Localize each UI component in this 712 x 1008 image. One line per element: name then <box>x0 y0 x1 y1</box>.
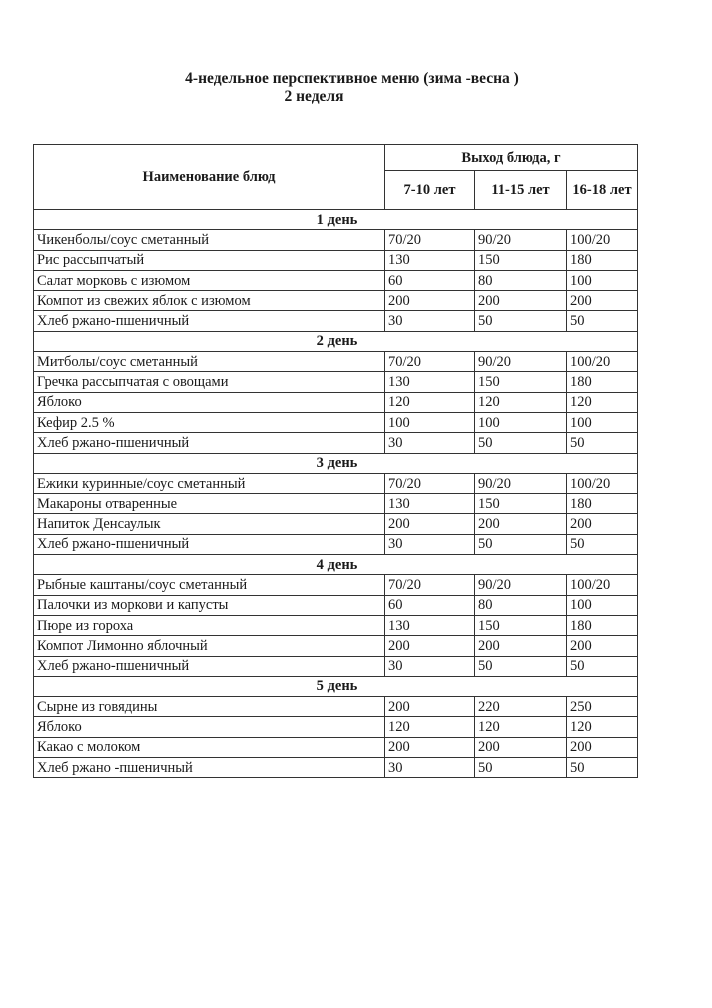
portion-16-18: 50 <box>567 534 638 554</box>
portion-7-10: 60 <box>385 595 475 615</box>
portion-16-18: 120 <box>567 392 638 412</box>
portion-7-10: 200 <box>385 291 475 311</box>
portion-7-10: 30 <box>385 656 475 676</box>
portion-16-18: 120 <box>567 717 638 737</box>
portion-16-18: 100/20 <box>567 575 638 595</box>
portion-11-15: 50 <box>475 433 567 453</box>
dish-name: Яблоко <box>34 717 385 737</box>
dish-name: Чикенболы/соус сметанный <box>34 230 385 250</box>
portion-7-10: 200 <box>385 514 475 534</box>
dish-name: Яблоко <box>34 392 385 412</box>
portion-7-10: 120 <box>385 717 475 737</box>
dish-name: Ежики куринные/соус сметанный <box>34 473 385 493</box>
dish-name: Макароны отваренные <box>34 494 385 514</box>
dish-name: Напиток Денсаулык <box>34 514 385 534</box>
portion-7-10: 130 <box>385 615 475 635</box>
day-header-row <box>34 676 638 696</box>
dish-name: Компот Лимонно яблочный <box>34 636 385 656</box>
header-age-7-10: 7-10 лет <box>385 171 475 210</box>
portion-16-18: 100 <box>567 270 638 290</box>
portion-16-18: 180 <box>567 250 638 270</box>
day-header-row <box>34 555 638 575</box>
portion-16-18: 200 <box>567 636 638 656</box>
portion-16-18: 100 <box>567 595 638 615</box>
portion-11-15: 120 <box>475 392 567 412</box>
portion-7-10: 30 <box>385 433 475 453</box>
dish-name: Хлеб ржано-пшеничный <box>34 311 385 331</box>
portion-11-15: 90/20 <box>475 575 567 595</box>
document-subtitle <box>0 88 712 106</box>
day-header-row <box>34 331 638 351</box>
table-row <box>34 352 638 372</box>
dish-name: Хлеб ржано -пшеничный <box>34 758 385 778</box>
dish-name: Гречка рассыпчатая с овощами <box>34 372 385 392</box>
dish-name: Хлеб ржано-пшеничный <box>34 433 385 453</box>
portion-7-10: 200 <box>385 737 475 757</box>
table-row <box>34 595 638 615</box>
table-row <box>34 697 638 717</box>
portion-11-15: 200 <box>475 737 567 757</box>
table-row <box>34 615 638 635</box>
portion-11-15: 100 <box>475 412 567 432</box>
dish-name: Хлеб ржано-пшеничный <box>34 534 385 554</box>
portion-7-10: 100 <box>385 412 475 432</box>
portion-7-10: 200 <box>385 697 475 717</box>
portion-11-15: 50 <box>475 311 567 331</box>
day-header-row <box>34 453 638 473</box>
portion-7-10: 130 <box>385 372 475 392</box>
portion-11-15: 200 <box>475 636 567 656</box>
dish-name: Рыбные каштаны/соус сметанный <box>34 575 385 595</box>
table-body <box>34 210 638 778</box>
portion-11-15: 220 <box>475 697 567 717</box>
table-row <box>34 494 638 514</box>
table-row <box>34 717 638 737</box>
dish-name: Хлеб ржано-пшеничный <box>34 656 385 676</box>
table-row <box>34 656 638 676</box>
portion-11-15: 120 <box>475 717 567 737</box>
table-row <box>34 575 638 595</box>
portion-11-15: 80 <box>475 270 567 290</box>
dish-name: Пюре из гороха <box>34 615 385 635</box>
portion-7-10: 120 <box>385 392 475 412</box>
table-row <box>34 636 638 656</box>
dish-name: Рис рассыпчатый <box>34 250 385 270</box>
table-header <box>34 145 638 210</box>
header-age-11-15: 11-15 лет <box>475 171 567 210</box>
portion-11-15: 80 <box>475 595 567 615</box>
dish-name: Компот из свежих яблок с изюмом <box>34 291 385 311</box>
portion-11-15: 200 <box>475 514 567 534</box>
portion-7-10: 60 <box>385 270 475 290</box>
portion-11-15: 150 <box>475 494 567 514</box>
table-row <box>34 291 638 311</box>
table-row <box>34 392 638 412</box>
table-row <box>34 250 638 270</box>
table-row <box>34 737 638 757</box>
portion-16-18: 50 <box>567 758 638 778</box>
portion-7-10: 70/20 <box>385 352 475 372</box>
portion-16-18: 180 <box>567 372 638 392</box>
document-title <box>0 70 712 88</box>
portion-7-10: 30 <box>385 534 475 554</box>
portion-7-10: 130 <box>385 250 475 270</box>
header-output-group: Выход блюда, г <box>385 145 638 171</box>
day-label: 4 день <box>34 555 638 575</box>
dish-name: Митболы/соус сметанный <box>34 352 385 372</box>
portion-7-10: 70/20 <box>385 473 475 493</box>
dish-name: Салат морковь с изюмом <box>34 270 385 290</box>
day-label: 1 день <box>34 210 638 230</box>
portion-16-18: 250 <box>567 697 638 717</box>
table-row <box>34 311 638 331</box>
header-dish-name: Наименование блюд <box>34 145 385 210</box>
portion-11-15: 150 <box>475 372 567 392</box>
portion-11-15: 90/20 <box>475 473 567 493</box>
table-row <box>34 473 638 493</box>
table-row <box>34 412 638 432</box>
table-row <box>34 758 638 778</box>
dish-name: Палочки из моркови и капусты <box>34 595 385 615</box>
title-line-2: 2 неделя <box>284 88 344 105</box>
title-line-1: 4-недельное перспективное меню (зима -весна ) <box>185 70 519 87</box>
portion-11-15: 50 <box>475 534 567 554</box>
portion-7-10: 130 <box>385 494 475 514</box>
day-label: 2 день <box>34 331 638 351</box>
portion-7-10: 70/20 <box>385 575 475 595</box>
portion-11-15: 90/20 <box>475 352 567 372</box>
portion-7-10: 30 <box>385 758 475 778</box>
day-label: 3 день <box>34 453 638 473</box>
table-row <box>34 372 638 392</box>
portion-16-18: 180 <box>567 494 638 514</box>
portion-7-10: 30 <box>385 311 475 331</box>
portion-11-15: 50 <box>475 758 567 778</box>
portion-16-18: 100/20 <box>567 352 638 372</box>
portion-16-18: 200 <box>567 291 638 311</box>
portion-16-18: 100/20 <box>567 473 638 493</box>
table-row <box>34 270 638 290</box>
menu-table <box>33 144 638 778</box>
table-row <box>34 514 638 534</box>
portion-16-18: 100 <box>567 412 638 432</box>
portion-16-18: 200 <box>567 514 638 534</box>
portion-16-18: 50 <box>567 433 638 453</box>
dish-name: Какао с молоком <box>34 737 385 757</box>
portion-11-15: 90/20 <box>475 230 567 250</box>
portion-11-15: 150 <box>475 250 567 270</box>
portion-16-18: 50 <box>567 656 638 676</box>
portion-7-10: 200 <box>385 636 475 656</box>
dish-name: Сырне из говядины <box>34 697 385 717</box>
portion-16-18: 100/20 <box>567 230 638 250</box>
table-row <box>34 433 638 453</box>
day-header-row <box>34 210 638 230</box>
dish-name: Кефир 2.5 % <box>34 412 385 432</box>
portion-16-18: 50 <box>567 311 638 331</box>
portion-7-10: 70/20 <box>385 230 475 250</box>
portion-11-15: 50 <box>475 656 567 676</box>
portion-11-15: 150 <box>475 615 567 635</box>
portion-11-15: 200 <box>475 291 567 311</box>
portion-16-18: 200 <box>567 737 638 757</box>
table-row <box>34 230 638 250</box>
table-row <box>34 534 638 554</box>
portion-16-18: 180 <box>567 615 638 635</box>
day-label: 5 день <box>34 676 638 696</box>
header-age-16-18: 16-18 лет <box>567 171 638 210</box>
